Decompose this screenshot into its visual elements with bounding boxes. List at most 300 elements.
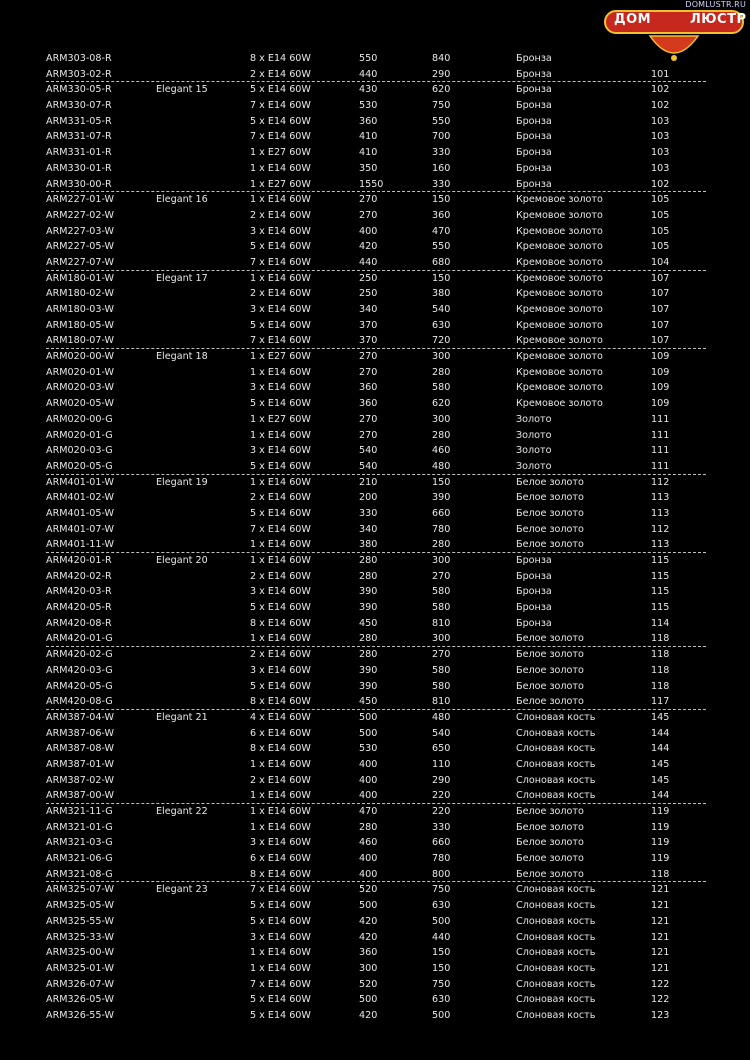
- catalog-page: 119: [651, 853, 670, 865]
- finish-color: Белое золото: [516, 649, 584, 661]
- model-code: ARM387-01-W: [46, 758, 115, 770]
- finish-color: Слоновая кость: [516, 1009, 596, 1021]
- height-value: 530: [359, 743, 378, 755]
- finish-color: Бронза: [516, 162, 552, 174]
- height-value: 340: [359, 523, 378, 535]
- model-code: ARM020-01-G: [46, 429, 113, 441]
- table-row: [46, 616, 706, 632]
- catalog-page: 107: [651, 319, 670, 331]
- width-value: 280: [432, 539, 451, 551]
- lamp-spec: 5 x E14 60W: [250, 241, 311, 253]
- width-value: 580: [432, 382, 451, 394]
- model-code: ARM387-04-W: [46, 711, 115, 723]
- height-value: 520: [359, 978, 378, 990]
- table-row: [46, 804, 706, 820]
- lamp-spec: 5 x E14 60W: [250, 460, 311, 472]
- height-value: 550: [359, 53, 378, 64]
- model-code: ARM020-05-G: [46, 460, 113, 472]
- height-value: 1550: [359, 178, 384, 190]
- catalog-page: 144: [651, 790, 670, 802]
- table-row: [46, 867, 706, 883]
- model-code: ARM420-08-R: [46, 617, 112, 629]
- finish-color: Белое золото: [516, 868, 584, 880]
- table-row: [46, 271, 706, 287]
- height-value: 400: [359, 868, 378, 880]
- lamp-spec: 5 x E14 60W: [250, 398, 311, 410]
- width-value: 540: [432, 304, 451, 315]
- height-value: 540: [359, 460, 378, 472]
- lamp-spec: 1 x E14 60W: [250, 429, 311, 441]
- width-value: 810: [432, 617, 451, 629]
- table-row: [46, 679, 706, 695]
- height-value: 280: [359, 649, 378, 661]
- lamp-spec: 3 x E14 60W: [250, 382, 311, 394]
- table-row: [46, 302, 706, 318]
- table-row: [46, 992, 706, 1008]
- catalog-page: 102: [651, 84, 670, 96]
- model-code: ARM330-01-R: [46, 162, 112, 174]
- lamp-spec: 1 x E14 60W: [250, 272, 311, 284]
- width-value: 300: [432, 633, 451, 645]
- height-value: 400: [359, 790, 378, 802]
- model-code: ARM401-02-W: [46, 492, 115, 504]
- table-row: [46, 710, 706, 726]
- table-row: [46, 318, 706, 334]
- catalog-page: 111: [651, 413, 670, 425]
- width-value: 700: [432, 131, 451, 143]
- model-code: ARM227-02-W: [46, 209, 115, 221]
- lamp-spec: 1 x E14 60W: [250, 539, 311, 551]
- catalog-page: 112: [651, 476, 670, 488]
- width-value: 580: [432, 586, 451, 598]
- table-row: [46, 977, 706, 993]
- catalog-page: 118: [651, 868, 670, 880]
- height-value: 390: [359, 680, 378, 692]
- model-code: ARM020-00-G: [46, 413, 113, 425]
- model-code: ARM020-03-G: [46, 445, 113, 457]
- lamp-spec: 1 x E14 60W: [250, 947, 311, 959]
- lamp-spec: 2 x E14 60W: [250, 570, 311, 582]
- finish-color: Бронза: [516, 100, 552, 112]
- lamp-spec: 1 x E14 60W: [250, 476, 311, 488]
- width-value: 580: [432, 680, 451, 692]
- table-row: [46, 161, 706, 177]
- width-value: 660: [432, 837, 451, 849]
- collection-name: Elegant 21: [156, 711, 208, 723]
- table-row: [46, 412, 706, 428]
- height-value: 430: [359, 84, 378, 96]
- lamp-spec: 8 x E14 60W: [250, 696, 311, 708]
- model-code: ARM020-05-W: [46, 398, 115, 410]
- height-value: 450: [359, 617, 378, 629]
- width-value: 810: [432, 696, 451, 708]
- catalog-page: 103: [651, 162, 670, 174]
- lamp-spec: 1 x E14 60W: [250, 790, 311, 802]
- lamp-spec: 5 x E14 60W: [250, 507, 311, 519]
- lamp-spec: 5 x E14 60W: [250, 1009, 311, 1021]
- width-value: 550: [432, 241, 451, 253]
- model-code: ARM180-01-W: [46, 272, 115, 284]
- collection-name: Elegant 18: [156, 351, 208, 363]
- finish-color: Кремовое золото: [516, 241, 603, 253]
- lamp-spec: 7 x E14 60W: [250, 131, 311, 143]
- model-code: ARM331-05-R: [46, 115, 112, 127]
- finish-color: Белое золото: [516, 821, 584, 833]
- catalog-page: 119: [651, 806, 670, 817]
- height-value: 270: [359, 351, 378, 363]
- height-value: 280: [359, 821, 378, 833]
- table-row: [46, 569, 706, 585]
- lamp-spec: 1 x E27 60W: [250, 147, 311, 159]
- model-code: ARM180-03-W: [46, 304, 115, 315]
- width-value: 220: [432, 806, 451, 817]
- lamp-spec: 5 x E14 60W: [250, 84, 311, 96]
- height-value: 440: [359, 256, 378, 268]
- width-value: 550: [432, 115, 451, 127]
- catalog-page: 109: [651, 366, 670, 378]
- finish-color: Белое золото: [516, 633, 584, 645]
- model-code: ARM325-01-W: [46, 962, 115, 974]
- table-row: [46, 522, 706, 538]
- height-value: 530: [359, 100, 378, 112]
- finish-color: Белое золото: [516, 476, 584, 488]
- width-value: 630: [432, 900, 451, 912]
- table-row: [46, 459, 706, 475]
- table-row: [46, 898, 706, 914]
- height-value: 340: [359, 304, 378, 315]
- finish-color: Бронза: [516, 570, 552, 582]
- width-value: 270: [432, 570, 451, 582]
- lamp-spec: 2 x E14 60W: [250, 649, 311, 661]
- catalog-page: 111: [651, 445, 670, 457]
- finish-color: Бронза: [516, 555, 552, 566]
- width-value: 150: [432, 947, 451, 959]
- width-value: 500: [432, 915, 451, 927]
- table-row: [46, 333, 706, 349]
- finish-color: Белое золото: [516, 837, 584, 849]
- table-row: [46, 820, 706, 836]
- lamp-spec: 5 x E14 60W: [250, 680, 311, 692]
- height-value: 380: [359, 539, 378, 551]
- table-row: [46, 694, 706, 710]
- model-code: ARM387-00-W: [46, 790, 115, 802]
- lamp-spec: 7 x E14 60W: [250, 335, 311, 347]
- model-code: ARM227-01-W: [46, 194, 115, 206]
- catalog-page: 109: [651, 382, 670, 394]
- width-value: 220: [432, 790, 451, 802]
- finish-color: Кремовое золото: [516, 335, 603, 347]
- model-code: ARM387-06-W: [46, 727, 115, 739]
- logo-word-left: ДОМ: [614, 12, 652, 27]
- catalog-page: 114: [651, 617, 670, 629]
- catalog-page: 107: [651, 335, 670, 347]
- finish-color: Кремовое золото: [516, 209, 603, 221]
- catalog-page: 113: [651, 492, 670, 504]
- width-value: 280: [432, 366, 451, 378]
- catalog-page: 121: [651, 947, 670, 959]
- finish-color: Белое золото: [516, 539, 584, 551]
- height-value: 390: [359, 664, 378, 676]
- width-value: 750: [432, 978, 451, 990]
- model-code: ARM401-01-W: [46, 476, 115, 488]
- table-row: [46, 553, 706, 569]
- lamp-spec: 5 x E14 60W: [250, 900, 311, 912]
- catalog-page: 105: [651, 241, 670, 253]
- width-value: 840: [432, 53, 451, 64]
- model-code: ARM303-02-R: [46, 68, 112, 80]
- height-value: 400: [359, 853, 378, 865]
- table-row: [46, 1008, 706, 1024]
- finish-color: Золото: [516, 460, 552, 472]
- model-code: ARM420-08-G: [46, 696, 113, 708]
- finish-color: Слоновая кость: [516, 915, 596, 927]
- lamp-spec: 1 x E14 60W: [250, 194, 311, 206]
- table-row: [46, 788, 706, 804]
- model-code: ARM401-11-W: [46, 539, 115, 551]
- lamp-spec: 1 x E14 60W: [250, 806, 311, 817]
- finish-color: Слоновая кость: [516, 994, 596, 1006]
- height-value: 460: [359, 837, 378, 849]
- height-value: 500: [359, 727, 378, 739]
- table-row: [46, 428, 706, 444]
- lamp-spec: 1 x E27 60W: [250, 413, 311, 425]
- height-value: 420: [359, 931, 378, 943]
- model-code: ARM387-08-W: [46, 743, 115, 755]
- finish-color: Слоновая кость: [516, 884, 596, 896]
- lamp-spec: 2 x E14 60W: [250, 774, 311, 786]
- catalog-page: 119: [651, 821, 670, 833]
- lamp-spec: 5 x E14 60W: [250, 915, 311, 927]
- height-value: 500: [359, 711, 378, 723]
- catalog-page: 107: [651, 304, 670, 315]
- height-value: 390: [359, 586, 378, 598]
- width-value: 380: [432, 288, 451, 300]
- height-value: 370: [359, 335, 378, 347]
- table-row: [46, 98, 706, 114]
- width-value: 480: [432, 711, 451, 723]
- table-row: [46, 67, 706, 83]
- model-code: ARM020-00-W: [46, 351, 115, 363]
- model-code: ARM325-00-W: [46, 947, 115, 959]
- finish-color: Золото: [516, 445, 552, 457]
- finish-color: Бронза: [516, 617, 552, 629]
- finish-color: Слоновая кость: [516, 978, 596, 990]
- lamp-spec: 1 x E14 60W: [250, 758, 311, 770]
- width-value: 150: [432, 962, 451, 974]
- catalog-page: 117: [651, 696, 670, 708]
- table-row: [46, 349, 706, 365]
- finish-color: Кремовое золото: [516, 319, 603, 331]
- finish-color: Бронза: [516, 68, 552, 80]
- width-value: 540: [432, 727, 451, 739]
- width-value: 630: [432, 994, 451, 1006]
- catalog-page: 123: [651, 1009, 670, 1021]
- finish-color: Бронза: [516, 131, 552, 143]
- model-code: ARM331-01-R: [46, 147, 112, 159]
- finish-color: Бронза: [516, 115, 552, 127]
- table-row: [46, 741, 706, 757]
- model-code: ARM325-33-W: [46, 931, 115, 943]
- table-row: [46, 82, 706, 98]
- lamp-spec: 2 x E14 60W: [250, 288, 311, 300]
- model-code: ARM020-01-W: [46, 366, 115, 378]
- width-value: 680: [432, 256, 451, 268]
- lamp-spec: 7 x E14 60W: [250, 884, 311, 896]
- width-value: 480: [432, 460, 451, 472]
- width-value: 780: [432, 853, 451, 865]
- finish-color: Бронза: [516, 602, 552, 614]
- lamp-spec: 1 x E27 60W: [250, 178, 311, 190]
- finish-color: Слоновая кость: [516, 931, 596, 943]
- finish-color: Слоновая кость: [516, 743, 596, 755]
- model-code: ARM180-02-W: [46, 288, 115, 300]
- catalog-page: 118: [651, 680, 670, 692]
- height-value: 450: [359, 696, 378, 708]
- lamp-spec: 6 x E14 60W: [250, 727, 311, 739]
- finish-color: Слоновая кость: [516, 758, 596, 770]
- model-code: ARM420-05-G: [46, 680, 113, 692]
- model-code: ARM420-01-G: [46, 633, 113, 645]
- table-row: [46, 239, 706, 255]
- catalog-page: 121: [651, 884, 670, 896]
- lamp-spec: 2 x E14 60W: [250, 209, 311, 221]
- table-row: [46, 114, 706, 130]
- logo-word-right: ЛЮСТР: [690, 12, 747, 27]
- finish-color: Кремовое золото: [516, 382, 603, 394]
- finish-color: Кремовое золото: [516, 304, 603, 315]
- model-code: ARM420-02-G: [46, 649, 113, 661]
- lamp-spec: 5 x E14 60W: [250, 319, 311, 331]
- catalog-page: 113: [651, 507, 670, 519]
- height-value: 200: [359, 492, 378, 504]
- height-value: 270: [359, 209, 378, 221]
- width-value: 580: [432, 602, 451, 614]
- model-code: ARM330-07-R: [46, 100, 112, 112]
- height-value: 410: [359, 131, 378, 143]
- model-code: ARM326-55-W: [46, 1009, 115, 1021]
- catalog-page: 115: [651, 555, 670, 566]
- catalog-page: 105: [651, 225, 670, 237]
- model-code: ARM227-05-W: [46, 241, 115, 253]
- height-value: 270: [359, 366, 378, 378]
- lamp-spec: 1 x E27 60W: [250, 351, 311, 363]
- height-value: 400: [359, 774, 378, 786]
- table-row: [46, 537, 706, 553]
- table-row: [46, 192, 706, 208]
- catalog-page: 102: [651, 100, 670, 112]
- width-value: 280: [432, 429, 451, 441]
- width-value: 780: [432, 523, 451, 535]
- lamp-spec: 8 x E14 60W: [250, 617, 311, 629]
- model-code: ARM325-55-W: [46, 915, 115, 927]
- lamp-spec: 2 x E14 60W: [250, 492, 311, 504]
- height-value: 300: [359, 962, 378, 974]
- lamp-spec: 1 x E14 60W: [250, 555, 311, 566]
- table-row: [46, 51, 706, 67]
- table-row: [46, 490, 706, 506]
- lamp-spec: 3 x E14 60W: [250, 837, 311, 849]
- width-value: 270: [432, 649, 451, 661]
- model-code: ARM325-05-W: [46, 900, 115, 912]
- catalog-page: 101: [651, 68, 670, 80]
- model-code: ARM321-03-G: [46, 837, 113, 849]
- model-code: ARM387-02-W: [46, 774, 115, 786]
- table-row: [46, 663, 706, 679]
- catalog-page: 118: [651, 649, 670, 661]
- finish-color: Белое золото: [516, 664, 584, 676]
- finish-color: Золото: [516, 413, 552, 425]
- finish-color: Бронза: [516, 84, 552, 96]
- height-value: 410: [359, 147, 378, 159]
- catalog-page: 109: [651, 351, 670, 363]
- catalog-page: 104: [651, 256, 670, 268]
- width-value: 360: [432, 209, 451, 221]
- collection-name: Elegant 20: [156, 555, 208, 566]
- finish-color: Кремовое золото: [516, 288, 603, 300]
- catalog-page: 122: [651, 978, 670, 990]
- finish-color: Золото: [516, 429, 552, 441]
- height-value: 270: [359, 429, 378, 441]
- lamp-spec: 1 x E14 60W: [250, 821, 311, 833]
- width-value: 500: [432, 1009, 451, 1021]
- table-row: [46, 129, 706, 145]
- lamp-spec: 2 x E14 60W: [250, 68, 311, 80]
- lamp-spec: 3 x E14 60W: [250, 304, 311, 315]
- lamp-spec: 7 x E14 60W: [250, 256, 311, 268]
- finish-color: Слоновая кость: [516, 962, 596, 974]
- width-value: 300: [432, 555, 451, 566]
- width-value: 750: [432, 100, 451, 112]
- width-value: 800: [432, 868, 451, 880]
- lamp-spec: 3 x E14 60W: [250, 586, 311, 598]
- finish-color: Кремовое золото: [516, 398, 603, 410]
- catalog-page: 107: [651, 288, 670, 300]
- height-value: 250: [359, 272, 378, 284]
- finish-color: Кремовое золото: [516, 272, 603, 284]
- height-value: 420: [359, 241, 378, 253]
- model-code: ARM227-07-W: [46, 256, 115, 268]
- catalog-page: 115: [651, 586, 670, 598]
- finish-color: Кремовое золото: [516, 366, 603, 378]
- finish-color: Бронза: [516, 53, 552, 64]
- finish-color: Кремовое золото: [516, 194, 603, 206]
- lamp-spec: 8 x E14 60W: [250, 868, 311, 880]
- model-code: ARM303-08-R: [46, 53, 112, 64]
- table-row: [46, 961, 706, 977]
- finish-color: Кремовое золото: [516, 225, 603, 237]
- model-code: ARM420-03-R: [46, 586, 112, 598]
- model-code: ARM420-05-R: [46, 602, 112, 614]
- catalog-page: 144: [651, 727, 670, 739]
- lamp-spec: 3 x E14 60W: [250, 445, 311, 457]
- catalog-page: 119: [651, 837, 670, 849]
- collection-name: Elegant 19: [156, 476, 208, 488]
- table-row: [46, 835, 706, 851]
- height-value: 360: [359, 947, 378, 959]
- catalog-page: 112: [651, 523, 670, 535]
- finish-color: Белое золото: [516, 523, 584, 535]
- height-value: 270: [359, 194, 378, 206]
- height-value: 500: [359, 994, 378, 1006]
- width-value: 290: [432, 68, 451, 80]
- table-row: [46, 380, 706, 396]
- finish-color: Бронза: [516, 178, 552, 190]
- height-value: 250: [359, 288, 378, 300]
- model-code: ARM401-07-W: [46, 523, 115, 535]
- finish-color: Бронза: [516, 586, 552, 598]
- lamp-spec: 7 x E14 60W: [250, 100, 311, 112]
- table-row: [46, 757, 706, 773]
